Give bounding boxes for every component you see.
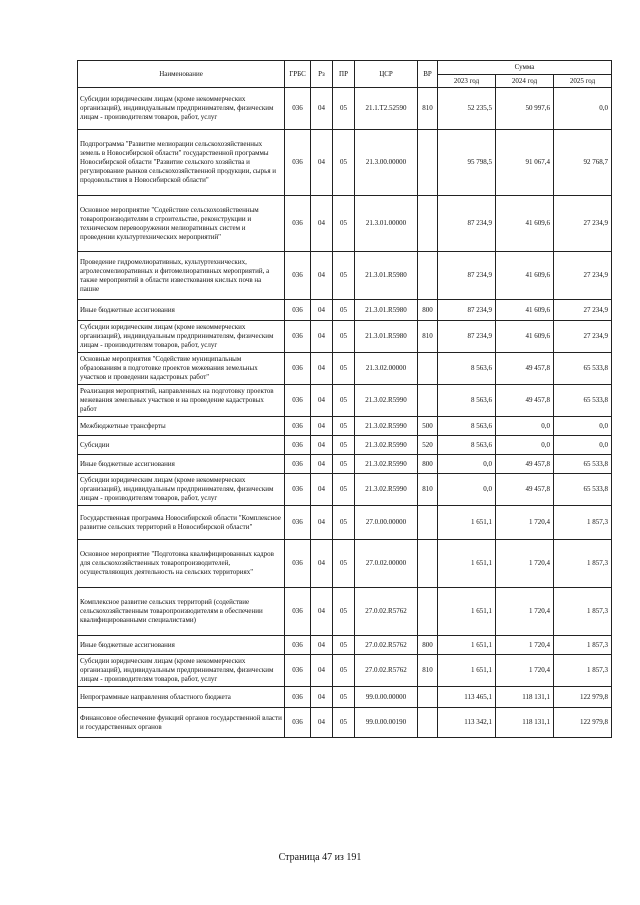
table-row [78,540,612,588]
row-sum-2025: 122 979,8 [554,708,612,738]
row-sum-2023: 52 235,5 [438,88,496,130]
row-grbs: 036 [285,540,311,588]
row-rz: 04 [311,385,333,417]
row-sum-2025: 1 857,3 [554,588,612,636]
row-sum-2024: 1 720,4 [496,540,554,588]
row-pr: 05 [333,130,355,196]
row-sum-2025: 65 533,8 [554,385,612,417]
row-grbs: 036 [285,708,311,738]
row-pr: 05 [333,636,355,655]
table-row [78,474,612,506]
row-name: Субсидии юридическим лицам (кроме некоммерческих организаций), индивидуальным предпринимателям, физическим лицам - производителям товаров, работ, услуг [78,655,285,687]
row-name: Финансовое обеспечение функций органов государственной власти и государственных органов [78,708,285,738]
row-sum-2025: 0,0 [554,436,612,455]
row-sum-2025: 1 857,3 [554,506,612,540]
row-sum-2023: 87 234,9 [438,252,496,300]
row-sum-2023: 1 651,1 [438,588,496,636]
header-vr: ВР [418,61,438,88]
row-rz: 04 [311,474,333,506]
row-sum-2024: 91 067,4 [496,130,554,196]
table-body [78,88,612,738]
row-sum-2023: 1 651,1 [438,636,496,655]
row-grbs: 036 [285,88,311,130]
row-rz: 04 [311,130,333,196]
row-rz: 04 [311,196,333,252]
row-sum-2024: 49 457,8 [496,474,554,506]
row-rz: 04 [311,588,333,636]
row-sum-2024: 50 997,6 [496,88,554,130]
row-vr [418,687,438,708]
row-grbs: 036 [285,353,311,385]
row-grbs: 036 [285,300,311,321]
row-csr: 21.3.02.00000 [355,353,418,385]
row-sum-2023: 113 465,1 [438,687,496,708]
row-name: Основные мероприятия "Содействие муниципальным образованиям в подготовке проектов межевания земельных участков и проведении кадастровых работ" [78,353,285,385]
header-pr: ПР [333,61,355,88]
row-sum-2023: 0,0 [438,455,496,474]
row-name: Межбюджетные трансферты [78,417,285,436]
row-csr: 21.1.Т2.52590 [355,88,418,130]
row-grbs: 036 [285,417,311,436]
row-vr [418,540,438,588]
row-vr [418,506,438,540]
table-row [78,88,612,130]
row-csr: 21.3.02.R5990 [355,417,418,436]
row-sum-2023: 8 563,6 [438,417,496,436]
row-sum-2024: 49 457,8 [496,353,554,385]
row-pr: 05 [333,455,355,474]
row-rz: 04 [311,88,333,130]
table-row [78,506,612,540]
header-year-2024: 2024 год [496,75,554,88]
row-name: Реализация мероприятий, направленных на подготовку проектов межевания земельных участков и на проведение кадастровых работ [78,385,285,417]
row-sum-2025: 27 234,9 [554,196,612,252]
row-name: Государственная программа Новосибирской области "Комплексное развитие сельских территорий в Новосибирской области" [78,506,285,540]
row-sum-2025: 27 234,9 [554,321,612,353]
row-rz: 04 [311,506,333,540]
row-name: Основное мероприятие "Подготовка квалифицированных кадров для сельскохозяйственных товаропроизводителей, осуществляющих деятельность на сельских территориях" [78,540,285,588]
row-rz: 04 [311,636,333,655]
row-sum-2024: 118 131,1 [496,687,554,708]
table-row [78,588,612,636]
table-row [78,196,612,252]
table-row [78,130,612,196]
row-vr [418,353,438,385]
row-csr: 21.3.00.00000 [355,130,418,196]
row-sum-2023: 95 798,5 [438,130,496,196]
row-rz: 04 [311,436,333,455]
row-pr: 05 [333,708,355,738]
row-csr: 99.0.00.00000 [355,687,418,708]
table-row [78,455,612,474]
row-name: Субсидии [78,436,285,455]
budget-table [77,60,612,738]
row-sum-2025: 1 857,3 [554,636,612,655]
row-vr [418,588,438,636]
row-name: Подпрограмма "Развитие мелиорации сельскохозяйственных земель в Новосибирской области" государственной программы Новосибирской области "Развитие сельского хозяйства и регулирование рынков сельскохозяйственной продукции, сырья и продовольствия в Новосибирской области" [78,130,285,196]
row-csr: 21.3.02.R5990 [355,474,418,506]
row-sum-2025: 122 979,8 [554,687,612,708]
row-grbs: 036 [285,436,311,455]
row-rz: 04 [311,353,333,385]
table-row [78,353,612,385]
row-pr: 05 [333,687,355,708]
row-sum-2025: 65 533,8 [554,455,612,474]
row-grbs: 036 [285,474,311,506]
row-pr: 05 [333,655,355,687]
row-sum-2025: 0,0 [554,417,612,436]
row-name: Непрограммные направления областного бюджета [78,687,285,708]
row-name: Субсидии юридическим лицам (кроме некоммерческих организаций), индивидуальным предпринимателям, физическим лицам - производителям товаров, работ, услуг [78,321,285,353]
row-sum-2024: 41 609,6 [496,321,554,353]
row-sum-2025: 92 768,7 [554,130,612,196]
row-pr: 05 [333,436,355,455]
row-grbs: 036 [285,506,311,540]
row-pr: 05 [333,321,355,353]
row-csr: 27.0.00.00000 [355,506,418,540]
row-pr: 05 [333,385,355,417]
row-grbs: 036 [285,196,311,252]
row-rz: 04 [311,655,333,687]
row-grbs: 036 [285,588,311,636]
row-rz: 04 [311,252,333,300]
table-row [78,300,612,321]
table-row [78,636,612,655]
row-grbs: 036 [285,455,311,474]
row-sum-2024: 41 609,6 [496,196,554,252]
row-grbs: 036 [285,252,311,300]
row-csr: 27.0.02.R5762 [355,655,418,687]
row-vr: 520 [418,436,438,455]
row-sum-2024: 1 720,4 [496,655,554,687]
row-csr: 21.3.01.R5980 [355,300,418,321]
row-sum-2024: 1 720,4 [496,636,554,655]
row-sum-2025: 65 533,8 [554,353,612,385]
header-csr: ЦСР [355,61,418,88]
row-pr: 05 [333,88,355,130]
row-csr: 27.0.02.R5762 [355,636,418,655]
table-row [78,655,612,687]
row-vr: 800 [418,636,438,655]
row-sum-2024: 49 457,8 [496,385,554,417]
row-pr: 05 [333,252,355,300]
row-rz: 04 [311,417,333,436]
row-sum-2023: 8 563,6 [438,436,496,455]
row-sum-2023: 1 651,1 [438,506,496,540]
header-grbs: ГРБС [285,61,311,88]
row-vr: 810 [418,88,438,130]
row-vr: 800 [418,455,438,474]
header-year-2025: 2025 год [554,75,612,88]
row-sum-2025: 0,0 [554,88,612,130]
row-sum-2023: 87 234,9 [438,196,496,252]
row-rz: 04 [311,687,333,708]
row-sum-2023: 0,0 [438,474,496,506]
header-name: Наименование [78,61,285,88]
table-row [78,436,612,455]
row-pr: 05 [333,353,355,385]
row-grbs: 036 [285,130,311,196]
row-grbs: 036 [285,687,311,708]
row-pr: 05 [333,588,355,636]
header-sum: Сумма [438,61,612,75]
row-name: Основное мероприятие "Содействие сельскохозяйственным товаропроизводителям в строительстве, реконструкции и техническом перевооружении мелиоративных систем и проведении культуртехнических мероприятий" [78,196,285,252]
header-year-2023: 2023 год [438,75,496,88]
row-sum-2024: 1 720,4 [496,588,554,636]
row-sum-2023: 87 234,9 [438,321,496,353]
row-vr: 810 [418,321,438,353]
row-sum-2024: 118 131,1 [496,708,554,738]
row-sum-2025: 27 234,9 [554,300,612,321]
row-vr [418,196,438,252]
row-pr: 05 [333,506,355,540]
row-name: Иные бюджетные ассигнования [78,636,285,655]
row-name: Комплексное развитие сельских территорий (содействие сельскохозяйственным товаропроизводителям в обеспечении квалифицированными специалистами) [78,588,285,636]
row-name: Субсидии юридическим лицам (кроме некоммерческих организаций), индивидуальным предпринимателям, физическим лицам - производителям товаров, работ, услуг [78,88,285,130]
row-pr: 05 [333,417,355,436]
row-name: Иные бюджетные ассигнования [78,300,285,321]
row-vr: 800 [418,300,438,321]
row-vr [418,385,438,417]
row-csr: 21.3.02.R5990 [355,436,418,455]
table-row [78,252,612,300]
row-csr: 21.3.01.00000 [355,196,418,252]
row-name: Проведение гидромелиоративных, культуртехнических, агролесомелиоративных и фитомелиоративных мероприятий, а также мероприятий в области известкования кислых почв на пашне [78,252,285,300]
row-sum-2024: 41 609,6 [496,300,554,321]
row-pr: 05 [333,474,355,506]
table-row [78,687,612,708]
table-row [78,708,612,738]
row-csr: 21.3.01.R5980 [355,321,418,353]
row-sum-2024: 41 609,6 [496,252,554,300]
row-name: Иные бюджетные ассигнования [78,455,285,474]
row-vr: 810 [418,655,438,687]
row-rz: 04 [311,321,333,353]
row-rz: 04 [311,455,333,474]
row-pr: 05 [333,300,355,321]
row-vr [418,708,438,738]
row-sum-2023: 1 651,1 [438,655,496,687]
row-csr: 21.3.01.R5980 [355,252,418,300]
row-csr: 21.3.02.R5990 [355,455,418,474]
row-grbs: 036 [285,321,311,353]
row-csr: 27.0.02.R5762 [355,588,418,636]
table-row [78,321,612,353]
row-sum-2023: 8 563,6 [438,385,496,417]
row-grbs: 036 [285,385,311,417]
row-sum-2024: 1 720,4 [496,506,554,540]
row-sum-2023: 113 342,1 [438,708,496,738]
row-name: Субсидии юридическим лицам (кроме некоммерческих организаций), индивидуальным предпринимателям, физическим лицам - производителям товаров, работ, услуг [78,474,285,506]
row-sum-2024: 0,0 [496,436,554,455]
row-sum-2025: 1 857,3 [554,540,612,588]
table-row [78,417,612,436]
row-sum-2024: 49 457,8 [496,455,554,474]
row-sum-2023: 8 563,6 [438,353,496,385]
row-vr [418,130,438,196]
row-vr: 810 [418,474,438,506]
row-csr: 27.0.02.00000 [355,540,418,588]
row-rz: 04 [311,708,333,738]
row-sum-2025: 27 234,9 [554,252,612,300]
row-vr: 500 [418,417,438,436]
row-sum-2025: 1 857,3 [554,655,612,687]
row-rz: 04 [311,300,333,321]
row-grbs: 036 [285,655,311,687]
row-sum-2024: 0,0 [496,417,554,436]
row-grbs: 036 [285,636,311,655]
row-sum-2025: 65 533,8 [554,474,612,506]
row-csr: 99.0.00.00190 [355,708,418,738]
page-number: Страница 47 из 191 [278,852,362,863]
table-row [78,385,612,417]
row-pr: 05 [333,540,355,588]
row-vr [418,252,438,300]
row-sum-2023: 1 651,1 [438,540,496,588]
row-pr: 05 [333,196,355,252]
header-rz: Рз [311,61,333,88]
row-sum-2023: 87 234,9 [438,300,496,321]
row-csr: 21.3.02.R5990 [355,385,418,417]
row-rz: 04 [311,540,333,588]
